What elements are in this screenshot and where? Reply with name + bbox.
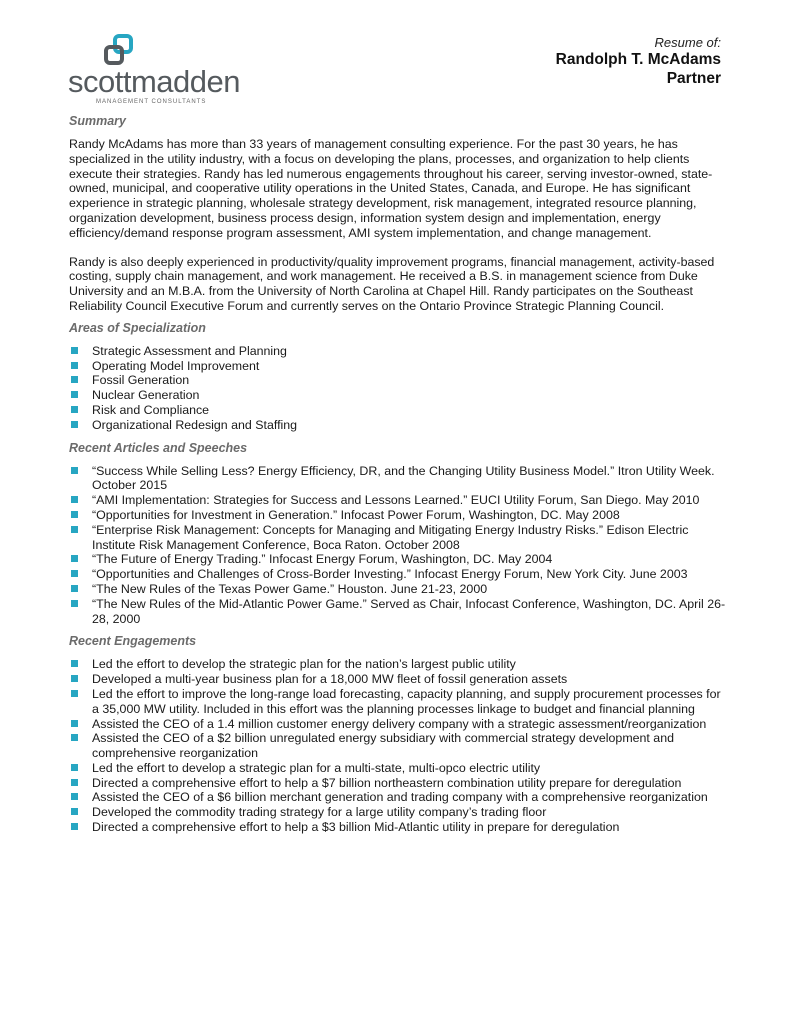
person-title: Partner <box>666 70 721 87</box>
articles-heading: Recent Articles and Speeches <box>69 440 248 455</box>
list-item: Directed a comprehensive effort to help a $3 billion Mid-Atlantic utility in prepare for deregulation <box>69 820 729 835</box>
list-item: Strategic Assessment and Planning <box>69 344 729 359</box>
engagements-section <box>69 634 729 835</box>
engagements-list <box>69 657 729 835</box>
square-bullet-icon <box>71 467 78 474</box>
square-bullet-icon <box>71 347 78 354</box>
resume-body <box>69 114 729 843</box>
specialization-section <box>69 321 729 433</box>
square-bullet-icon <box>71 511 78 518</box>
list-item: Developed a multi-year business plan for a 18,000 MW fleet of fossil generation assets <box>69 672 729 687</box>
square-bullet-icon <box>71 764 78 771</box>
square-bullet-icon <box>71 496 78 503</box>
list-item: Operating Model Improvement <box>69 359 729 374</box>
articles-section <box>69 441 729 627</box>
square-bullet-icon <box>71 675 78 682</box>
square-bullet-icon <box>71 421 78 428</box>
square-bullet-icon <box>71 793 78 800</box>
list-item: Led the effort to develop the strategic plan for the nation’s largest public utility <box>69 657 729 672</box>
list-item: “The Future of Energy Trading.” Infocast Energy Forum, Washington, DC. May 2004 <box>69 552 729 567</box>
company-logo <box>68 32 240 105</box>
square-bullet-icon <box>71 600 78 607</box>
square-bullet-icon <box>71 734 78 741</box>
person-name: Randolph T. McAdams <box>555 51 721 68</box>
list-item: “Success While Selling Less? Energy Efficiency, DR, and the Changing Utility Business Model.” Itron Utility Week. October 2015 <box>69 464 729 494</box>
list-item: “AMI Implementation: Strategies for Success and Lessons Learned.” EUCI Utility Forum, San Diego. May 2010 <box>69 493 729 508</box>
summary-paragraph-1: Randy McAdams has more than 33 years of management consulting experience. For the past 30 years, he has specialized in the utility industry, with a focus on developing the plans, processes, and organization to help clients execute their strategies. Randy has led numerous engagements throughout his career, serving investor-owned, state-owned, municipal, and cooperative utility operations in the United States, Canada, and Europe. He has significant experience in strategic planning, wholesale strategy development, risk management, integrated resource planning, organization development, business process design, information system design and implementation, energy efficiency/demand response program assessment, AMI system implementation, and change management. <box>69 137 713 240</box>
specialization-heading: Areas of Specialization <box>69 320 206 335</box>
list-item: “The New Rules of the Texas Power Game.” Houston. June 21-23, 2000 <box>69 582 729 597</box>
logo-wordmark: scottmadden <box>68 64 240 99</box>
summary-paragraph-2: Randy is also deeply experienced in productivity/quality improvement programs, financial management, activity-based costing, supply chain management, and work management. He received a B.S. in management science from Duke University and an M.B.A. from the University of North Carolina at Chapel Hill. Randy participates on the Southeast Reliability Council Executive Forum and currently serves on the Ontario Province Strategic Planning Council. <box>69 254 715 313</box>
summary-section <box>69 114 729 314</box>
list-item: Assisted the CEO of a $6 billion merchant generation and trading company with a comprehensive reorganization <box>69 790 729 805</box>
list-item: Assisted the CEO of a 1.4 million customer energy delivery company with a strategic assessment/reorganization <box>69 717 729 732</box>
square-bullet-icon <box>71 555 78 562</box>
articles-list <box>69 464 729 627</box>
list-item: “The New Rules of the Mid-Atlantic Power Game.” Served as Chair, Infocast Conference, Washington, DC. April 26-28, 2000 <box>69 597 729 627</box>
square-bullet-icon <box>71 570 78 577</box>
square-bullet-icon <box>71 720 78 727</box>
list-item: Risk and Compliance <box>69 403 729 418</box>
resume-of-label: Resume of: <box>654 35 721 50</box>
list-item: Led the effort to develop a strategic plan for a multi-state, multi-opco electric utility <box>69 761 729 776</box>
square-bullet-icon <box>71 406 78 413</box>
square-bullet-icon <box>71 376 78 383</box>
square-bullet-icon <box>71 362 78 369</box>
list-item: “Opportunities and Challenges of Cross-Border Investing.” Infocast Energy Forum, New York City. June 2003 <box>69 567 729 582</box>
square-bullet-icon <box>71 391 78 398</box>
list-item: “Enterprise Risk Management: Concepts for Managing and Mitigating Energy Industry Risks.” Edison Electric Institute Risk Management Conference, Boca Raton. October 2008 <box>69 523 729 553</box>
resume-header <box>556 35 721 88</box>
list-item: Fossil Generation <box>69 373 729 388</box>
summary-heading: Summary <box>69 114 126 128</box>
square-bullet-icon <box>71 808 78 815</box>
square-bullet-icon <box>71 690 78 697</box>
list-item: Nuclear Generation <box>69 388 729 403</box>
list-item: “Opportunities for Investment in Generation.” Infocast Power Forum, Washington, DC. May 2008 <box>69 508 729 523</box>
engagements-heading: Recent Engagements <box>69 634 197 649</box>
list-item: Developed the commodity trading strategy for a large utility company’s trading floor <box>69 805 729 820</box>
list-item: Assisted the CEO of a $2 billion unregulated energy subsidiary with commercial strategy development and comprehensive reorganization <box>69 731 729 761</box>
list-item: Led the effort to improve the long-range load forecasting, capacity planning, and supply procurement processes for a 35,000 MW utility. Included in this effort was the planning processes linkage to budget and financial planning <box>69 687 729 717</box>
square-bullet-icon <box>71 585 78 592</box>
list-item: Directed a comprehensive effort to help a $7 billion northeastern combination utility prepare for deregulation <box>69 776 729 791</box>
square-bullet-icon <box>71 823 78 830</box>
square-bullet-icon <box>71 660 78 667</box>
logo-tagline: MANAGEMENT CONSULTANTS <box>96 99 207 105</box>
specialization-list <box>69 344 729 433</box>
square-bullet-icon <box>71 526 78 533</box>
list-item: Organizational Redesign and Staffing <box>69 418 729 433</box>
square-bullet-icon <box>71 779 78 786</box>
